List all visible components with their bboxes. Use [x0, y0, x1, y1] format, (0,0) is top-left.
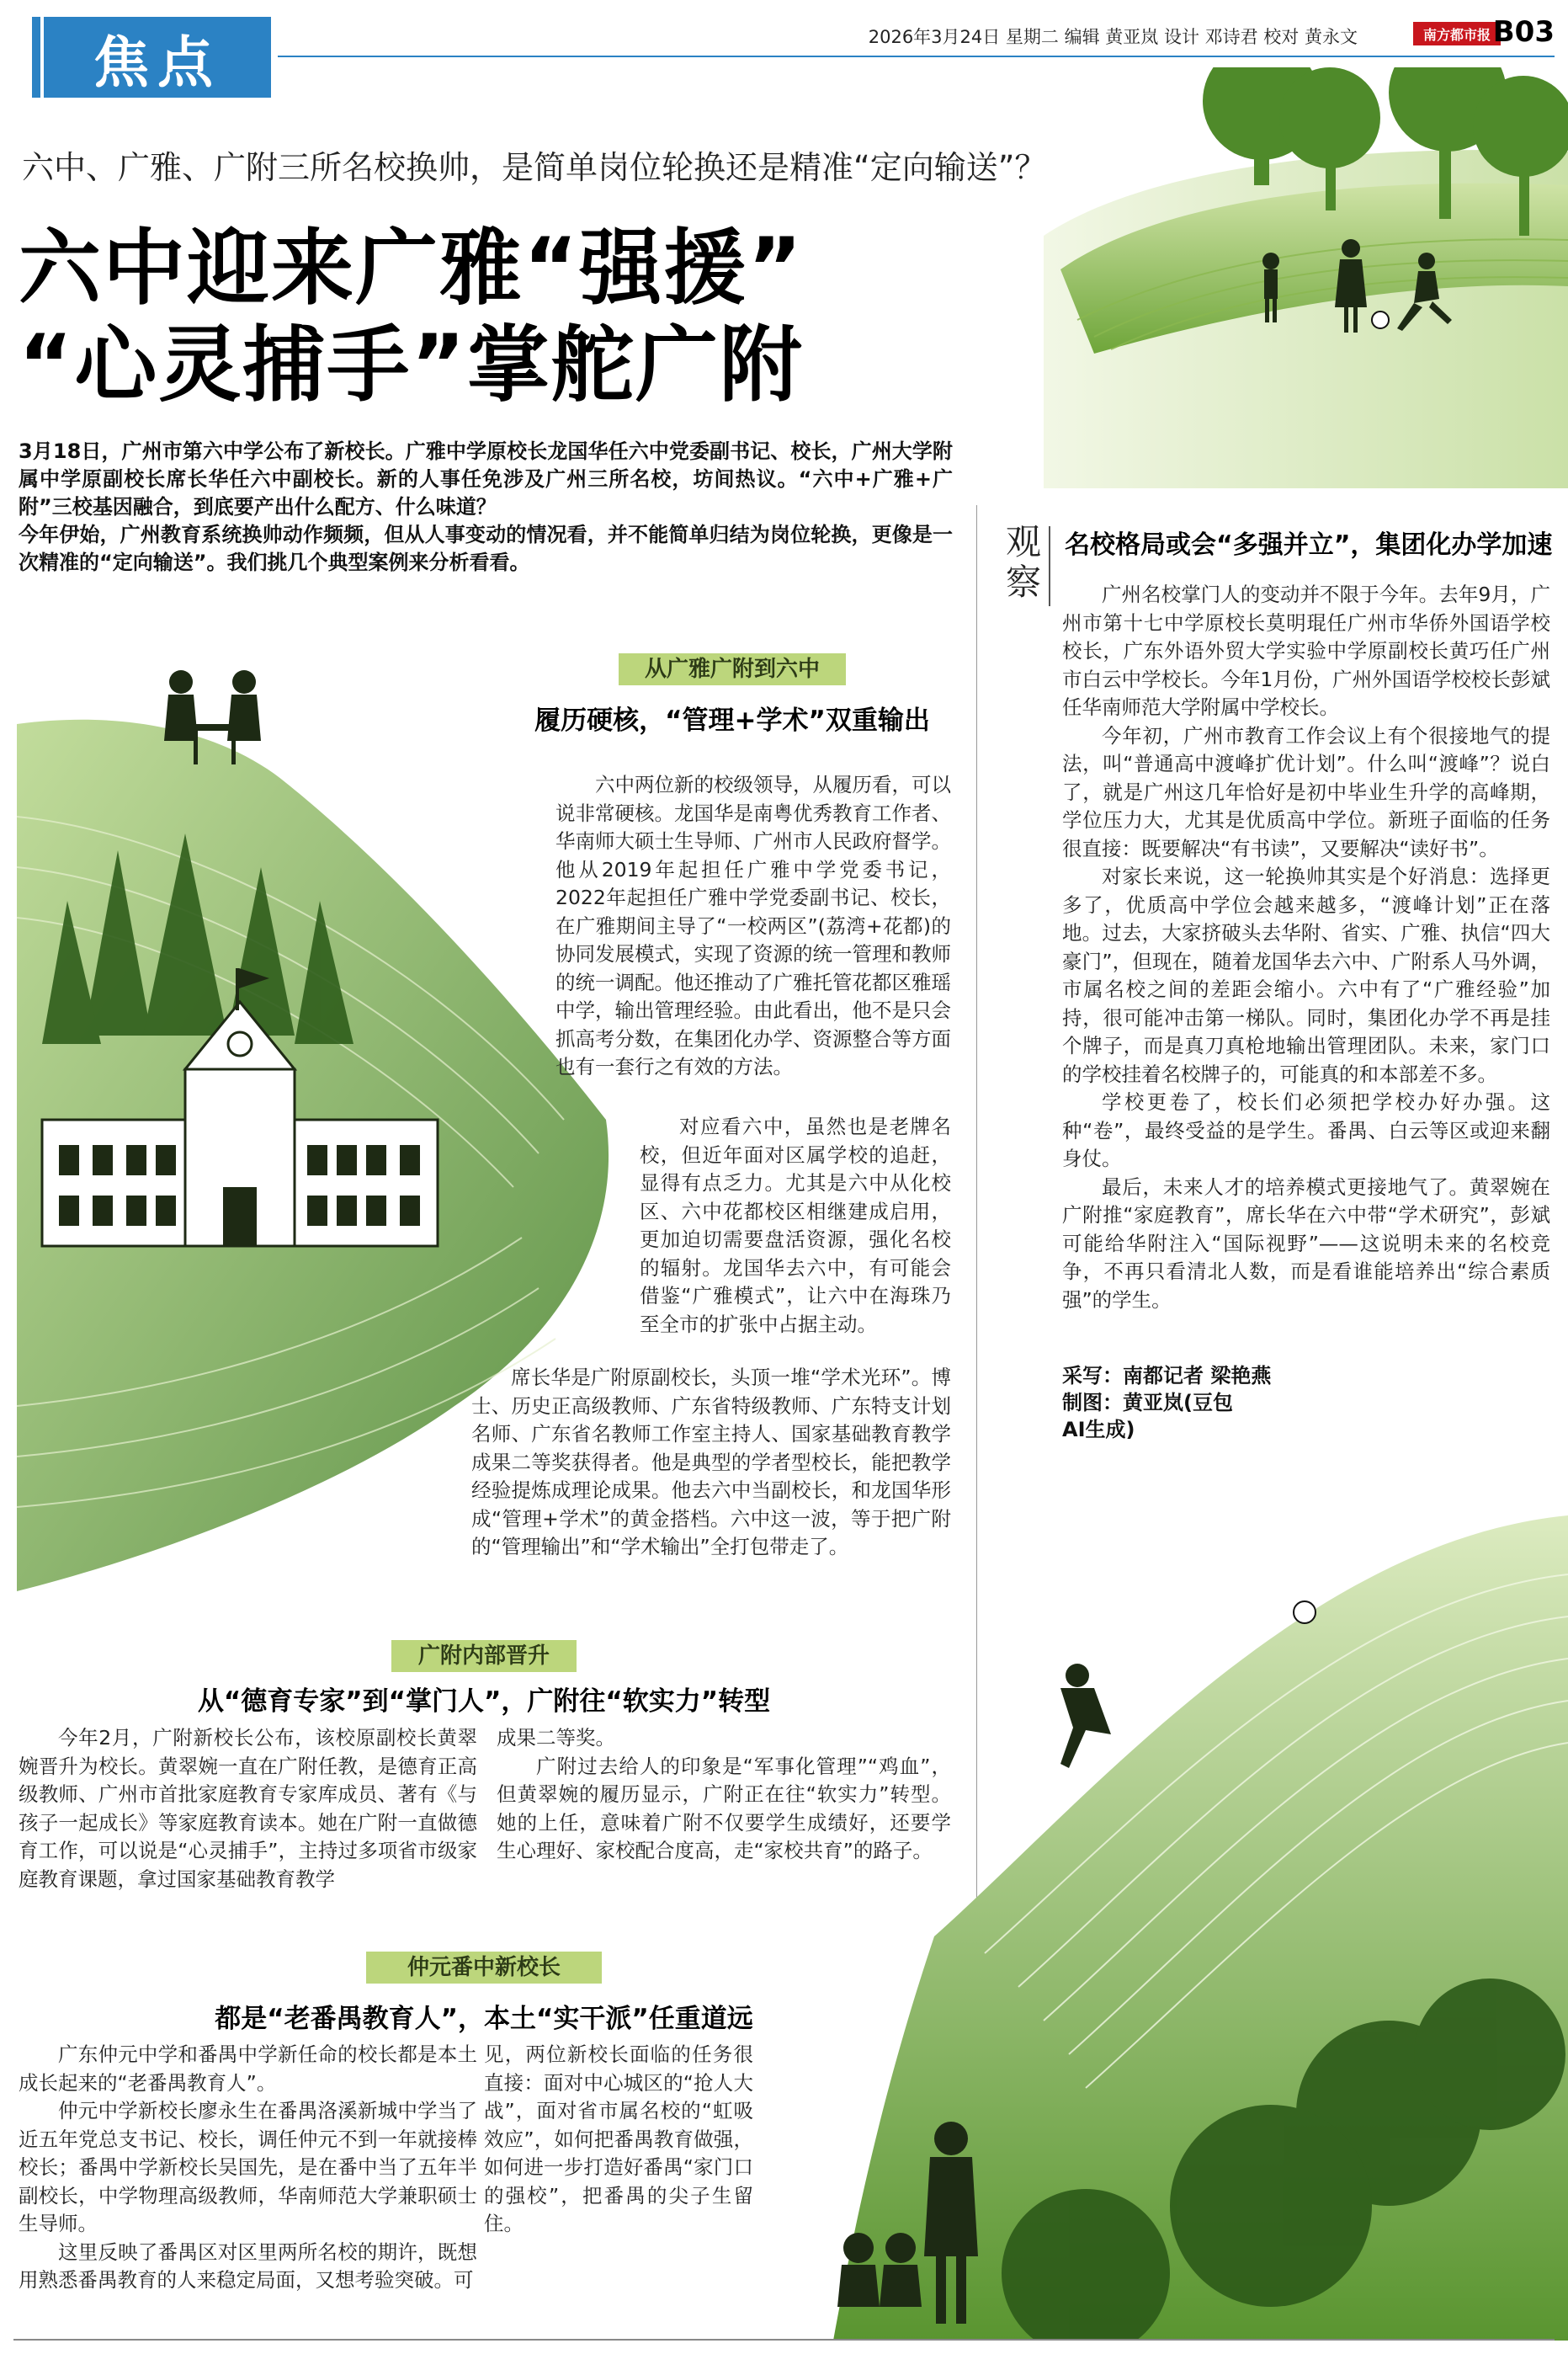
section2-paragraph-cont: 成果二等奖。	[497, 1726, 615, 1750]
section1-paragraph: 对应看六中，虽然也是老牌名校，但近年面对区属学校的追赶，显得有点乏力。尤其是六中从化校区、六中花都校区相继建成启用，更加迫切需要盘活资源，强化名校的辐射。龙国华去六中，有可能会借鉴“广雅模式”，让六中在海珠乃至全市的扩张中占据主动。	[640, 1115, 951, 1336]
hill-children-illustration	[1044, 67, 1568, 488]
byline-graphics-cont: AI生成)	[1062, 1418, 1135, 1441]
observe-paragraph: 最后，未来人才的培养模式更接地气了。黄翠婉在广附推“家庭教育”，席长华在六中带“学术研究”，彭斌可能给华附注入“国际视野”——这说明未来的名校竞争，不再只看清北人数，而是看谁能培养出“综合素质强”的学生。	[1062, 1174, 1550, 1312]
observe-label-char: 察	[1005, 562, 1041, 603]
observe-paragraph: 今年初，广州市教育工作会议上有个很接地气的提法，叫“普通高中渡峰扩优计划”。什么叫“渡峰”？说白了，就是广州这几年恰好是初中毕业生升学的高峰期，学位压力大，尤其是优质高中学位。新班子面临的任务很直接：既要解决“有书读”，又要解决“读好书”。	[1062, 723, 1550, 860]
section3-col1	[19, 2041, 477, 2295]
section3-paragraph: 这里反映了番禺区对区里两所名校的期许，既想用熟悉番禺教育的人来稳定局面，又想考验突破。可	[19, 2239, 477, 2292]
headline-line-2: “心灵捕手”掌舵广附	[19, 317, 804, 413]
section1-paragraph: 席长华是广附原副校长，头顶一堆“学术光环”。博士、历史正高级教师、广东省特级教师、广东特支计划名师、广东省名教师工作室主持人、国家基础教育教学成果二等奖获得者。他是典型的学者型校长，能把教学经验提炼成理论成果。他去六中当副校长，和龙国华形成“管理+学术”的黄金搭档。六中这一波，等于把广附的“管理输出”和“学术输出”全打包带走了。	[471, 1366, 951, 1558]
section2-col1	[19, 1724, 477, 1893]
footer-rule	[13, 2339, 1555, 2341]
section-tag-focus: 焦点	[44, 17, 271, 98]
section2-tag: 广附内部晋升	[391, 1640, 577, 1672]
byline-graphics: 制图：黄亚岚(豆包	[1062, 1391, 1233, 1414]
headline-line-1: 六中迎来广雅“强援”	[19, 221, 804, 317]
section3-paragraph-cont: 见，两位新校长面临的任务很直接：面对中心城区的“抢人大战”，面对省市属名校的“虹吸效应”，如何把番禺教育做强，如何进一步打造好番禺“家门口的强校”，把番禺的尖子生留住。	[484, 2042, 753, 2235]
section3-title: 都是“老番禺教育人”，本土“实干派”任重道远	[215, 2004, 753, 2034]
football-icon	[1294, 1601, 1316, 1623]
page-number: B03	[1492, 15, 1555, 49]
page-meta: 2026年3月24日 星期二 编辑 黄亚岚 设计 邓诗君 校对 黄永文	[868, 27, 1358, 47]
byline	[1062, 1362, 1315, 1443]
lead-paragraph	[19, 438, 953, 577]
paper-logo: 南方都市报	[1413, 22, 1501, 45]
observe-paragraph: 广州名校掌门人的变动并不限于今年。去年9月，广州市第十七中学原校长莫明琨任广州市华侨外国语学校校长，广东外语外贸大学实验中学原副校长黄巧任广州市白云中学校长。今年1月份，广州外国语学校校长彭斌任华南师范大学附属中学校长。	[1062, 583, 1550, 719]
observe-label-char: 观	[1005, 521, 1041, 562]
section3-col2	[484, 2041, 753, 2239]
section3-paragraph: 广东仲元中学和番禺中学新任命的校长都是本土成长起来的“老番禺教育人”。	[19, 2042, 477, 2095]
observe-paragraph: 对家长来说，这一轮换帅其实是个好消息：选择更多了，优质高中学位会越来越多，“渡峰计划”正在落地。过去，大家挤破头去华附、省实、广雅、执信“四大豪门”，但现在，随着龙国华去六中、广附系人马外调，市属名校之间的差距会缩小。六中有了“广雅经验”加持，很可能冲击第一梯队。同时，集团化办学不再是挂个牌子，而是真刀真枪地输出管理团队。未来，家门口的学校挂着名校牌子的，可能真的和本部差不多。	[1062, 865, 1550, 1086]
section3-tag: 仲元番中新校长	[366, 1952, 602, 1984]
section2-paragraph: 今年2月，广附新校长公布，该校原副校长黄翠婉晋升为校长。黄翠婉一直在广附任教，是德育正高级教师、广州市首批家庭教育专家库成员、著有《与孩子一起成长》等家庭教育读本。她在广附一直做德育工作，可以说是“心灵捕手”，主持过多项省市级家庭教育课题，拿过国家基础教育教学	[19, 1726, 477, 1891]
byline-reporter: 采写：南都记者 梁艳燕	[1062, 1364, 1272, 1387]
section1-body-b	[640, 1113, 951, 1339]
observe-label	[1003, 522, 1044, 603]
observe-divider	[1049, 526, 1050, 606]
section1-paragraph: 六中两位新的校级领导，从履历看，可以说非常硬核。龙国华是南粤优秀教育工作者、华南师大硕士生导师、广州市人民政府督学。他从2019年起担任广雅中学党委书记，2022年起担任广雅中学党委副书记、校长，在广雅期间主导了“一校两区”(荔湾+花都)的协同发展模式，实现了资源的统一管理和教师的统一调配。他还推动了广雅托管花都区雅瑶中学，输出管理经验。由此看出，他不是只会抓高考分数，在集团化办学、资源整合等方面也有一套行之有效的方法。	[555, 773, 951, 1078]
section1-tag: 从广雅广附到六中	[619, 653, 846, 685]
header-rule	[278, 56, 1555, 57]
section2-title: 从“德育专家”到“掌门人”，广附往“软实力”转型	[197, 1686, 771, 1717]
section1-body-a	[555, 771, 951, 1082]
observe-body	[1062, 581, 1550, 1314]
kicker: 六中、广雅、广附三所名校换帅，是简单岗位轮换还是精准“定向输送”？	[22, 149, 1047, 186]
section2-paragraph: 广附过去给人的印象是“军事化管理”“鸡血”，但黄翠婉的履历显示，广附正在往“软实力”转型。她的上任，意味着广附不仅要学生成绩好，还要学生心理好、家校配合度高，走“家校共育”的路子。	[497, 1754, 951, 1862]
football-icon	[1372, 312, 1389, 328]
teacher-hill-illustration	[833, 1398, 1568, 2341]
observe-paragraph: 学校更卷了，校长们必须把学校办好办强。这种“卷”，最终受益的是学生。番禺、白云等区或迎来翻身仗。	[1062, 1090, 1550, 1170]
observe-title: 名校格局或会“多强并立”，集团化办学加速	[1065, 530, 1553, 560]
section1-title: 履历硬核，“管理+学术”双重输出	[534, 706, 930, 736]
lead-p2: 今年伊始，广州教育系统换帅动作频频，但从人事变动的情况看，并不能简单归结为岗位轮换，更像是一次精准的“定向输送”。我们挑几个典型案例来分析看看。	[19, 523, 953, 574]
lead-p1: 3月18日，广州市第六中学公布了新校长。广雅中学原校长龙国华任六中党委副书记、校长，广州大学附属中学原副校长席长华任六中副校长。新的人事任免涉及广州三所名校，坊间热议。“六中+广雅+广附”三校基因融合，到底要产出什么配方、什么味道？	[19, 439, 953, 519]
section3-paragraph: 仲元中学新校长廖永生在番禺洛溪新城中学当了近五年党总支书记、校长，调任仲元不到一年就接棒校长；番禺中学新校长吴国先，是在番中当了五年半副校长，中学物理高级教师，华南师范大学兼职硕士生导师。	[19, 2099, 477, 2235]
